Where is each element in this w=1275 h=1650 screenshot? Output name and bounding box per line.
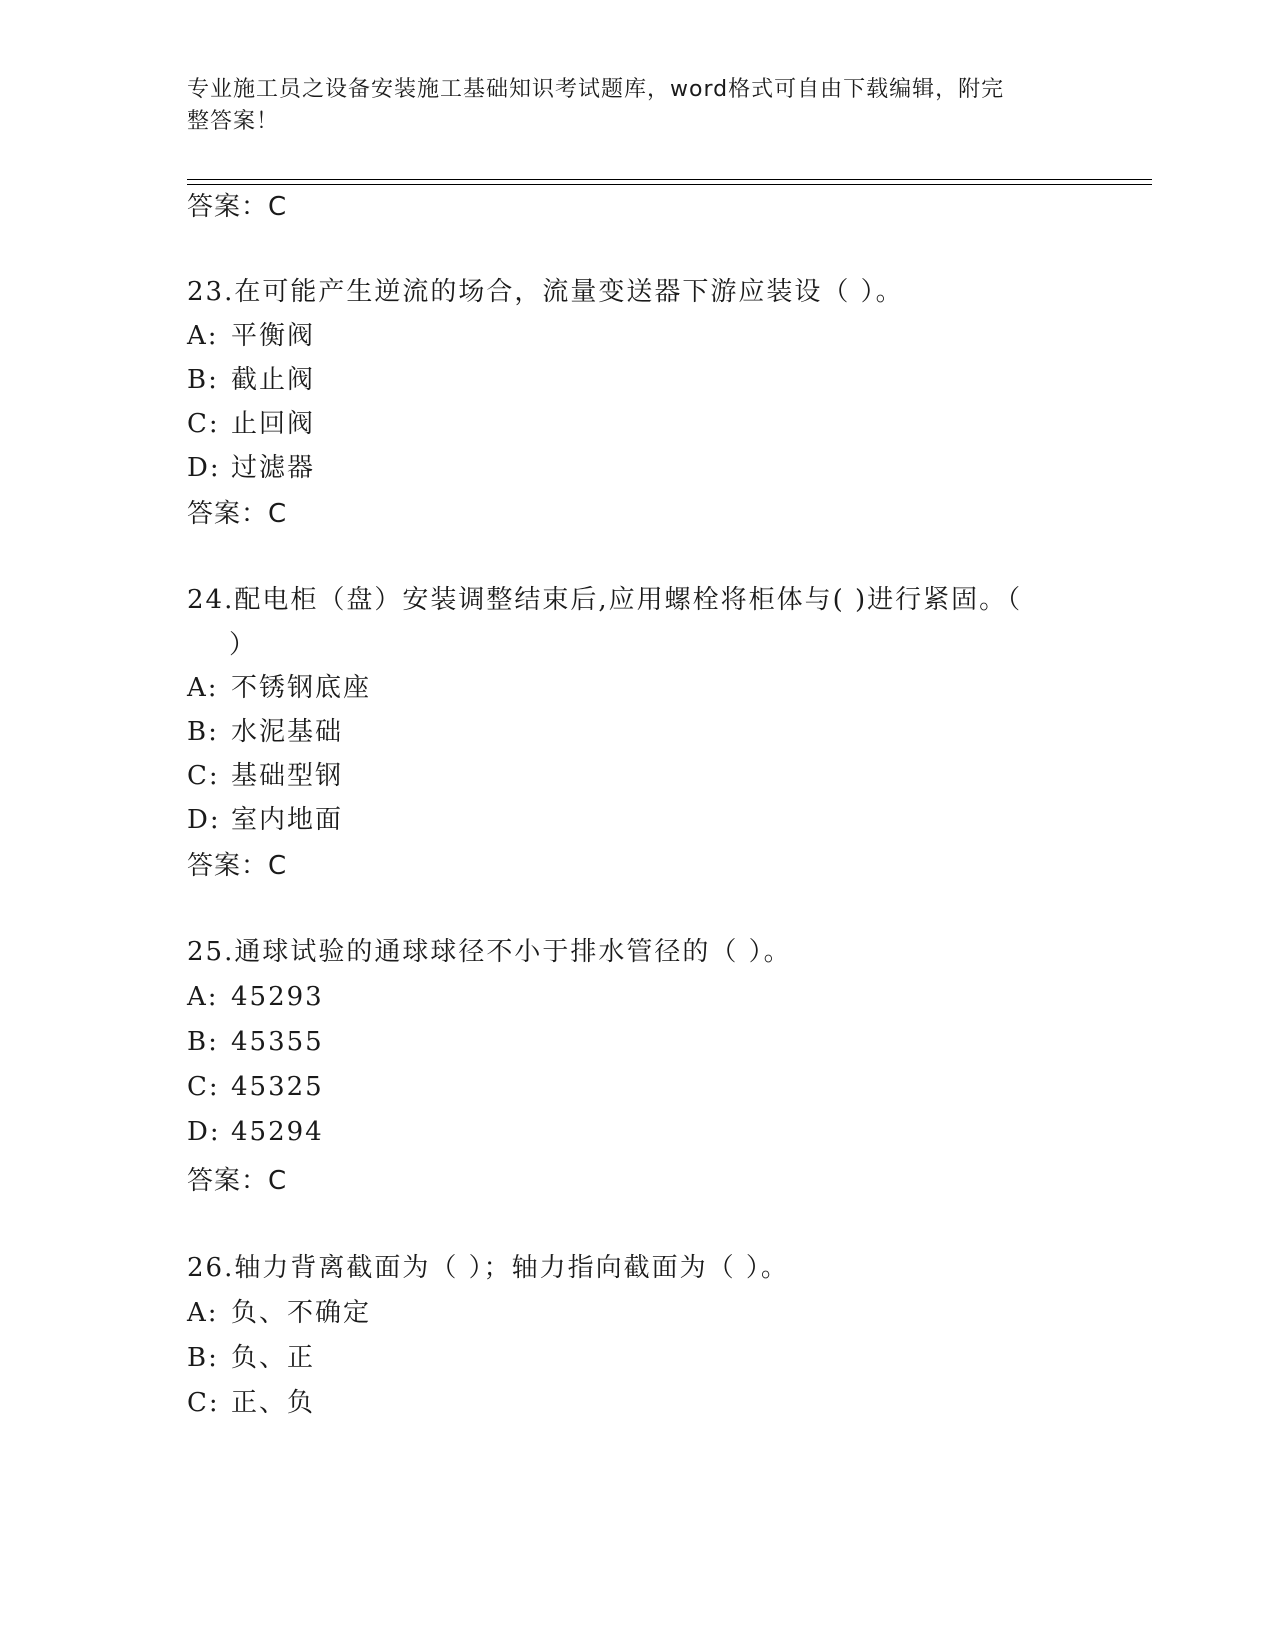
option-23-b [187, 358, 315, 403]
option-24-d [187, 798, 343, 843]
option-25-d [187, 1110, 324, 1155]
option-text: 过滤器 [231, 453, 316, 483]
option-text: 45355 [231, 1027, 324, 1057]
question-number: 23. [187, 277, 235, 307]
option-letter: C: [187, 1072, 220, 1102]
option-text: 不锈钢底座 [231, 673, 372, 703]
question-text: 配电柜（盘）安装调整结束后,应用螺栓将柜体与( )进行紧固。（ [234, 585, 1023, 615]
option-text: 负、正 [231, 1343, 316, 1373]
question-text: 轴力背离截面为（ ）；轴力指向截面为（ ）。 [234, 1253, 789, 1283]
option-letter: B: [187, 1027, 219, 1057]
option-letter: A: [187, 982, 219, 1012]
option-text: 负、不确定 [231, 1298, 372, 1328]
option-text: 正、负 [231, 1388, 316, 1418]
option-text: 截止阀 [231, 365, 316, 395]
question-text-continued: ） [229, 630, 258, 660]
option-text: 水泥基础 [231, 717, 344, 747]
option-24-a [187, 666, 371, 711]
header-divider-top [187, 179, 1152, 180]
option-text: 止回阀 [231, 409, 316, 439]
option-25-c [187, 1065, 324, 1110]
option-letter: B: [187, 365, 219, 395]
question-text: 在可能产生逆流的场合，流量变送器下游应装设（ ）。 [234, 277, 904, 307]
option-25-a [187, 975, 324, 1020]
option-letter: A: [187, 321, 219, 351]
question-number: 24. [187, 585, 235, 615]
option-text: 45294 [231, 1117, 324, 1147]
question-24 [187, 578, 1097, 668]
option-text: 45325 [231, 1072, 324, 1102]
option-25-b [187, 1020, 324, 1065]
option-text: 室内地面 [231, 805, 344, 835]
question-number: 25. [187, 937, 235, 967]
option-26-c [187, 1381, 315, 1426]
header-divider-bottom [187, 184, 1152, 185]
question-25 [187, 930, 1097, 975]
option-23-d [187, 446, 315, 491]
option-text: 平衡阀 [231, 321, 316, 351]
header-line-2: 整答案！ [187, 109, 280, 134]
option-26-b [187, 1336, 315, 1381]
question-number: 26. [187, 1253, 235, 1283]
option-letter: D: [187, 805, 221, 835]
option-letter: B: [187, 1343, 219, 1373]
option-letter: A: [187, 1298, 219, 1328]
question-23 [187, 270, 1097, 315]
answer-25: 答案：C [187, 1166, 288, 1196]
option-letter: D: [187, 453, 221, 483]
option-letter: C: [187, 409, 220, 439]
option-letter: B: [187, 717, 219, 747]
option-23-a [187, 314, 315, 359]
answer-24: 答案：C [187, 851, 288, 881]
option-26-a [187, 1291, 371, 1336]
option-letter: A: [187, 673, 219, 703]
document-header [187, 74, 1067, 138]
answer-22: 答案：C [187, 192, 288, 222]
option-24-c [187, 754, 343, 799]
option-letter: D: [187, 1117, 221, 1147]
option-23-c [187, 402, 315, 447]
option-letter: C: [187, 1388, 220, 1418]
option-text: 基础型钢 [231, 761, 344, 791]
option-text: 45293 [231, 982, 324, 1012]
question-text: 通球试验的通球球径不小于排水管径的（ ）。 [234, 937, 792, 967]
question-26 [187, 1246, 1097, 1291]
header-line-1: 专业施工员之设备安装施工基础知识考试题库，word格式可自由下载编辑，附完 [187, 77, 1005, 102]
answer-23: 答案：C [187, 499, 288, 529]
option-letter: C: [187, 761, 220, 791]
option-24-b [187, 710, 343, 755]
